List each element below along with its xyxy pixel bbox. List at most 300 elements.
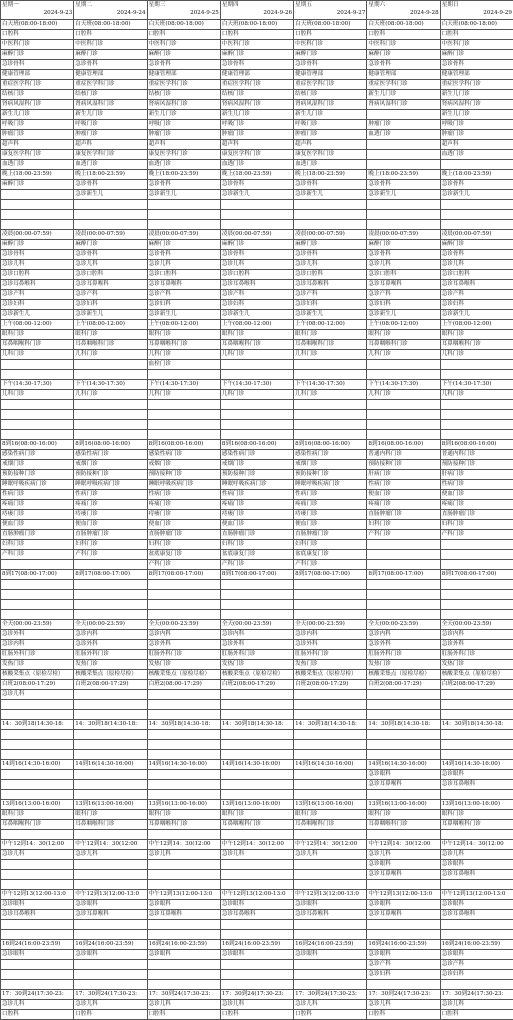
date-label: 2024-9-25 bbox=[149, 9, 219, 17]
schedule-cell: 结核门诊 bbox=[74, 90, 147, 100]
schedule-cell: 17：30到24(17:30-23: bbox=[147, 990, 220, 1000]
schedule-cell bbox=[440, 370, 513, 380]
schedule-cell: 肾病风湿科门诊 bbox=[294, 100, 367, 110]
schedule-cell: 8到17(08:00-17:00) bbox=[294, 570, 367, 580]
schedule-cell: 超声科 bbox=[74, 140, 147, 150]
schedule-cell bbox=[440, 560, 513, 570]
schedule-cell bbox=[367, 790, 440, 800]
schedule-cell bbox=[294, 980, 367, 990]
date-label: 2024-9-29 bbox=[442, 9, 512, 17]
schedule-cell bbox=[367, 590, 440, 600]
table-row bbox=[1, 420, 513, 430]
schedule-cell: 口腔科 bbox=[74, 1010, 147, 1020]
schedule-cell bbox=[367, 420, 440, 430]
schedule-cell: 疼痛门诊 bbox=[367, 500, 440, 510]
schedule-cell: 上午(08:00-12:00) bbox=[220, 320, 293, 330]
schedule-cell: 普通内科门诊 bbox=[367, 450, 440, 460]
schedule-cell bbox=[294, 200, 367, 210]
schedule-cell: 盆底康复门诊 bbox=[294, 550, 367, 560]
schedule-cell: 中医科门诊 bbox=[220, 40, 293, 50]
schedule-cell: 耳鼻咽喉科门诊 bbox=[147, 340, 220, 350]
schedule-cell: 急诊产科 bbox=[367, 960, 440, 970]
schedule-cell: 急诊儿科 bbox=[220, 260, 293, 270]
schedule-cell bbox=[440, 710, 513, 720]
schedule-cell: 便血门诊 bbox=[1, 520, 74, 530]
schedule-cell bbox=[294, 400, 367, 410]
schedule-cell bbox=[220, 970, 293, 980]
schedule-cell: 上午(08:00-12:00) bbox=[294, 320, 367, 330]
schedule-cell bbox=[74, 580, 147, 590]
schedule-cell: 新生儿门诊 bbox=[147, 110, 220, 120]
schedule-cell: 8到16(08:00-16:00) bbox=[74, 440, 147, 450]
schedule-cell: 肛肠外科门诊 bbox=[367, 650, 440, 660]
schedule-cell: 肿瘤门诊 bbox=[74, 130, 147, 140]
schedule-cell bbox=[367, 150, 440, 160]
schedule-cell: 感染性病门诊 bbox=[74, 450, 147, 460]
schedule-cell: 血透门诊 bbox=[1, 160, 74, 170]
schedule-cell bbox=[147, 370, 220, 380]
schedule-cell: 预防接种门诊 bbox=[74, 470, 147, 480]
schedule-cell: 耳鼻咽喉科门诊 bbox=[440, 340, 513, 350]
schedule-cell: 新生儿门诊 bbox=[440, 90, 513, 100]
schedule-cell: 疼痛门诊 bbox=[294, 500, 367, 510]
schedule-cell bbox=[440, 930, 513, 940]
schedule-cell: 眼科门诊 bbox=[220, 810, 293, 820]
schedule-cell bbox=[440, 420, 513, 430]
schedule-cell: 下午(14:30-17:30) bbox=[294, 380, 367, 390]
table-row bbox=[1, 730, 513, 740]
schedule-cell bbox=[1, 360, 74, 370]
schedule-cell: 疼痛门诊 bbox=[440, 500, 513, 510]
date-label: 2024-9-24 bbox=[75, 9, 145, 17]
schedule-cell: 全天(00:00-23:59) bbox=[367, 620, 440, 630]
schedule-cell bbox=[220, 880, 293, 890]
schedule-cell: 疼痛门诊 bbox=[74, 500, 147, 510]
schedule-cell: 凌晨(00:00-07:59) bbox=[294, 230, 367, 240]
schedule-cell: 急诊骨科 bbox=[147, 60, 220, 70]
schedule-cell: 急诊耳鼻喉科 bbox=[440, 780, 513, 790]
schedule-cell bbox=[367, 700, 440, 710]
schedule-cell: 8到16(08:00-16:00) bbox=[294, 440, 367, 450]
schedule-cell: 康复医学科门诊 bbox=[74, 150, 147, 160]
table-row bbox=[1, 360, 513, 370]
schedule-cell bbox=[220, 360, 293, 370]
schedule-cell: 白天班(08:00-18:00) bbox=[440, 20, 513, 30]
weekday-label: 星期一 bbox=[2, 1, 72, 9]
schedule-cell: 超声科 bbox=[440, 140, 513, 150]
day-header bbox=[147, 1, 220, 20]
schedule-cell bbox=[440, 210, 513, 220]
schedule-cell: 8到17(08:00-17:00) bbox=[220, 570, 293, 580]
table-row bbox=[1, 290, 513, 300]
schedule-cell: 普通内科门诊 bbox=[440, 450, 513, 460]
schedule-cell: 健康管理部 bbox=[147, 70, 220, 80]
schedule-cell bbox=[294, 960, 367, 970]
schedule-cell: 急诊耳鼻喉科 bbox=[367, 870, 440, 880]
schedule-cell: 急诊新生儿 bbox=[440, 310, 513, 320]
schedule-cell: 下午(14:30-17:30) bbox=[74, 380, 147, 390]
schedule-cell: 急诊耳鼻喉科 bbox=[440, 280, 513, 290]
table-row bbox=[1, 140, 513, 150]
schedule-cell: 上午(08:00-12:00) bbox=[440, 320, 513, 330]
schedule-cell bbox=[147, 700, 220, 710]
table-row bbox=[1, 680, 513, 690]
weekday-label: 星期四 bbox=[222, 1, 292, 9]
schedule-cell: 肾病风湿科门诊 bbox=[367, 100, 440, 110]
schedule-cell bbox=[74, 690, 147, 700]
schedule-cell bbox=[74, 430, 147, 440]
schedule-cell: 中午12到14：30(12:00 bbox=[220, 840, 293, 850]
schedule-cell: 13到16(13:00-16:00) bbox=[440, 800, 513, 810]
table-row bbox=[1, 410, 513, 420]
table-row bbox=[1, 480, 513, 490]
schedule-cell: 肾病风湿科门诊 bbox=[74, 100, 147, 110]
schedule-cell: 急诊内科 bbox=[440, 630, 513, 640]
schedule-cell: 眼科门诊 bbox=[147, 330, 220, 340]
schedule-cell: 急诊骨科 bbox=[440, 250, 513, 260]
schedule-cell: 急诊骨科 bbox=[440, 180, 513, 190]
schedule-cell: 急诊妇科 bbox=[367, 970, 440, 980]
schedule-cell: 口腔科 bbox=[294, 30, 367, 40]
schedule-cell: 8到16(08:00-16:00) bbox=[220, 440, 293, 450]
schedule-cell bbox=[367, 410, 440, 420]
schedule-cell: 口腔科 bbox=[440, 30, 513, 40]
schedule-cell: 性病门诊 bbox=[74, 490, 147, 500]
schedule-cell bbox=[147, 750, 220, 760]
schedule-cell: 急诊眼科 bbox=[294, 900, 367, 910]
table-row bbox=[1, 870, 513, 880]
schedule-cell: 重症医学科门诊 bbox=[147, 80, 220, 90]
schedule-cell: 性病门诊 bbox=[1, 490, 74, 500]
schedule-cell bbox=[1, 970, 74, 980]
schedule-cell: 下午(14:30-17:30) bbox=[1, 380, 74, 390]
schedule-cell: 眼科门诊 bbox=[74, 810, 147, 820]
table-row bbox=[1, 530, 513, 540]
schedule-cell: 麻醉门诊 bbox=[1, 180, 74, 190]
table-row bbox=[1, 430, 513, 440]
day-header bbox=[294, 1, 367, 20]
schedule-cell: 痔瘘门诊 bbox=[1, 510, 74, 520]
schedule-cell: 急诊产科 bbox=[440, 960, 513, 970]
schedule-cell: 17：30到24(17:30-23: bbox=[294, 990, 367, 1000]
schedule-cell: 急诊儿科 bbox=[294, 1000, 367, 1010]
schedule-cell bbox=[367, 550, 440, 560]
table-row bbox=[1, 580, 513, 590]
schedule-cell: 急诊眼科 bbox=[440, 770, 513, 780]
schedule-cell: 急诊骨科 bbox=[74, 60, 147, 70]
schedule-cell bbox=[294, 220, 367, 230]
schedule-cell: 上午(08:00-12:00) bbox=[367, 320, 440, 330]
schedule-cell: 肛肠外科门诊 bbox=[220, 650, 293, 660]
schedule-cell: 麻醉门诊 bbox=[220, 50, 293, 60]
weekday-label: 星期日 bbox=[442, 1, 512, 9]
schedule-cell bbox=[74, 830, 147, 840]
schedule-cell: 口腔科 bbox=[367, 1010, 440, 1020]
table-row bbox=[1, 750, 513, 760]
schedule-cell: 中医科门诊 bbox=[74, 40, 147, 50]
schedule-cell: 急诊儿科 bbox=[1, 850, 74, 860]
schedule-cell: 急诊妇科 bbox=[1, 300, 74, 310]
schedule-cell bbox=[74, 960, 147, 970]
schedule-cell: 急诊产科 bbox=[294, 290, 367, 300]
schedule-cell bbox=[220, 590, 293, 600]
schedule-cell: 急诊内科 bbox=[147, 630, 220, 640]
schedule-cell: 耳鼻咽喉科门诊 bbox=[440, 820, 513, 830]
schedule-cell: 便血门诊 bbox=[147, 520, 220, 530]
schedule-cell: 急诊眼科 bbox=[1, 900, 74, 910]
schedule-cell bbox=[440, 160, 513, 170]
schedule-cell bbox=[147, 690, 220, 700]
schedule-cell bbox=[220, 600, 293, 610]
table-row bbox=[1, 200, 513, 210]
table-row bbox=[1, 570, 513, 580]
schedule-cell bbox=[147, 880, 220, 890]
schedule-cell: 急诊妇科 bbox=[440, 970, 513, 980]
schedule-cell bbox=[367, 430, 440, 440]
schedule-cell: 急诊骨科 bbox=[147, 180, 220, 190]
schedule-cell: 急诊儿科 bbox=[367, 1000, 440, 1010]
schedule-cell: 妇科门诊 bbox=[1, 540, 74, 550]
schedule-cell: 中医科门诊 bbox=[147, 40, 220, 50]
schedule-cell: 结核门诊 bbox=[1, 90, 74, 100]
schedule-cell bbox=[220, 730, 293, 740]
schedule-cell bbox=[74, 770, 147, 780]
schedule-cell: 急诊骨科 bbox=[367, 60, 440, 70]
schedule-cell: 急诊眼科 bbox=[147, 950, 220, 960]
schedule-cell bbox=[147, 600, 220, 610]
schedule-cell: 肿瘤门诊 bbox=[440, 130, 513, 140]
schedule-cell bbox=[440, 690, 513, 700]
schedule-cell: 中午12到13(12:00-13:0 bbox=[220, 890, 293, 900]
schedule-cell: 眼科门诊 bbox=[367, 330, 440, 340]
weekday-label: 星期二 bbox=[75, 1, 145, 9]
table-row bbox=[1, 400, 513, 410]
table-row bbox=[1, 160, 513, 170]
schedule-cell: 新生儿门诊 bbox=[74, 110, 147, 120]
schedule-cell: 急诊内科 bbox=[294, 630, 367, 640]
schedule-cell: 14：30到18(14:30-18: bbox=[220, 720, 293, 730]
schedule-cell: 急诊耳鼻喉科 bbox=[440, 870, 513, 880]
table-row bbox=[1, 40, 513, 50]
schedule-cell bbox=[220, 220, 293, 230]
schedule-cell: 睡眠呼吸疾病门诊 bbox=[220, 480, 293, 490]
schedule-cell bbox=[74, 610, 147, 620]
schedule-cell: 预防接种门诊 bbox=[367, 460, 440, 470]
schedule-cell bbox=[147, 410, 220, 420]
schedule-cell: 重症医学科门诊 bbox=[1, 80, 74, 90]
table-row bbox=[1, 510, 513, 520]
schedule-cell: 急诊眼科 bbox=[220, 950, 293, 960]
table-row bbox=[1, 460, 513, 470]
schedule-cell: 急诊内科 bbox=[74, 630, 147, 640]
schedule-cell: 儿科门诊 bbox=[220, 390, 293, 400]
schedule-cell bbox=[147, 730, 220, 740]
schedule-cell bbox=[220, 370, 293, 380]
schedule-cell: 产科门诊 bbox=[367, 530, 440, 540]
schedule-cell bbox=[294, 930, 367, 940]
schedule-cell: 下午(14:30-17:30) bbox=[147, 380, 220, 390]
table-row bbox=[1, 790, 513, 800]
schedule-cell: 急诊新生儿 bbox=[74, 190, 147, 200]
table-row bbox=[1, 500, 513, 510]
schedule-cell: 急诊耳鼻喉科 bbox=[147, 910, 220, 920]
schedule-cell: 14：30到18(14:30-18: bbox=[440, 720, 513, 730]
schedule-cell: 健康管理部 bbox=[440, 70, 513, 80]
schedule-cell: 中医科门诊 bbox=[367, 40, 440, 50]
schedule-cell bbox=[367, 740, 440, 750]
schedule-cell bbox=[294, 770, 367, 780]
schedule-cell: 13到16(13:00-16:00) bbox=[367, 800, 440, 810]
schedule-cell bbox=[220, 980, 293, 990]
schedule-cell: 急诊耳鼻喉科 bbox=[440, 910, 513, 920]
schedule-cell: 口腔科 bbox=[74, 30, 147, 40]
schedule-cell: 产科门诊 bbox=[74, 550, 147, 560]
schedule-cell: 康复医学科门诊 bbox=[294, 150, 367, 160]
schedule-cell: 14：30到18(14:30-18: bbox=[74, 720, 147, 730]
schedule-cell: 肾病风湿科门诊 bbox=[220, 100, 293, 110]
schedule-cell: 白天班(08:00-18:00) bbox=[1, 20, 74, 30]
schedule-cell: 发热门诊 bbox=[440, 660, 513, 670]
schedule-cell bbox=[440, 980, 513, 990]
schedule-cell bbox=[220, 790, 293, 800]
schedule-cell: 口腔科 bbox=[294, 1010, 367, 1020]
schedule-cell: 16到24(16:00-23:59) bbox=[220, 940, 293, 950]
table-row bbox=[1, 440, 513, 450]
schedule-cell: 晚上(18:00-23:59) bbox=[147, 170, 220, 180]
schedule-cell: 肛肠外科门诊 bbox=[74, 650, 147, 660]
schedule-cell: 急诊口腔科 bbox=[220, 270, 293, 280]
schedule-cell bbox=[147, 430, 220, 440]
table-row bbox=[1, 110, 513, 120]
schedule-cell: 耳鼻咽喉科门诊 bbox=[1, 820, 74, 830]
schedule-cell: 直肠肿瘤门诊 bbox=[74, 530, 147, 540]
schedule-cell: 急诊耳鼻喉科 bbox=[220, 910, 293, 920]
schedule-cell bbox=[294, 580, 367, 590]
schedule-cell bbox=[220, 690, 293, 700]
schedule-cell bbox=[74, 870, 147, 880]
table-row bbox=[1, 770, 513, 780]
schedule-cell: 口腔科 bbox=[147, 30, 220, 40]
schedule-cell bbox=[1, 600, 74, 610]
schedule-cell: 白天班(08:00-18:00) bbox=[294, 20, 367, 30]
schedule-cell: 发热门诊 bbox=[74, 660, 147, 670]
schedule-cell: 新生儿门诊 bbox=[440, 110, 513, 120]
schedule-cell: 下午(14:30-17:30) bbox=[367, 380, 440, 390]
schedule-cell: 上午(08:00-12:00) bbox=[74, 320, 147, 330]
schedule-cell: 下午(14:30-17:30) bbox=[220, 380, 293, 390]
schedule-cell bbox=[367, 750, 440, 760]
schedule-cell: 肝病门诊 bbox=[367, 470, 440, 480]
schedule-cell: 急诊儿科 bbox=[440, 850, 513, 860]
schedule-cell bbox=[440, 430, 513, 440]
schedule-cell bbox=[367, 400, 440, 410]
schedule-cell bbox=[74, 200, 147, 210]
schedule-cell bbox=[294, 610, 367, 620]
schedule-cell: 急诊外科 bbox=[147, 640, 220, 650]
table-row bbox=[1, 80, 513, 90]
schedule-cell: 中午12到13(12:00-13:0 bbox=[440, 890, 513, 900]
schedule-cell bbox=[74, 920, 147, 930]
schedule-cell: 急诊口腔科 bbox=[74, 270, 147, 280]
table-row bbox=[1, 640, 513, 650]
schedule-cell: 眼科门诊 bbox=[147, 810, 220, 820]
schedule-cell: 急诊内科 bbox=[220, 630, 293, 640]
schedule-cell: 8到16(08:00-16:00) bbox=[440, 440, 513, 450]
schedule-cell: 康复医学科门诊 bbox=[220, 150, 293, 160]
weekday-label: 星期三 bbox=[149, 1, 219, 9]
schedule-cell bbox=[367, 980, 440, 990]
schedule-cell: 白班2(08:00-17:29) bbox=[367, 680, 440, 690]
schedule-cell bbox=[367, 370, 440, 380]
schedule-cell: 中午12到14：30(12:00 bbox=[440, 840, 513, 850]
table-row bbox=[1, 970, 513, 980]
schedule-cell: 性病门诊 bbox=[220, 490, 293, 500]
schedule-cell: 8到17(08:00-17:00) bbox=[367, 570, 440, 580]
schedule-cell bbox=[1, 960, 74, 970]
schedule-cell: 新生儿门诊 bbox=[367, 90, 440, 100]
table-row bbox=[1, 660, 513, 670]
schedule-cell: 儿科门诊 bbox=[440, 390, 513, 400]
table-row bbox=[1, 930, 513, 940]
schedule-cell: 妇科门诊 bbox=[147, 540, 220, 550]
schedule-cell: 急诊产科 bbox=[1, 290, 74, 300]
schedule-cell bbox=[147, 970, 220, 980]
schedule-cell: 痔瘘门诊 bbox=[74, 510, 147, 520]
schedule-cell bbox=[1, 430, 74, 440]
schedule-cell bbox=[1, 420, 74, 430]
schedule-cell: 发热门诊 bbox=[294, 660, 367, 670]
schedule-cell bbox=[367, 600, 440, 610]
schedule-cell: 感染性病门诊 bbox=[220, 450, 293, 460]
schedule-cell: 急诊骨科 bbox=[294, 60, 367, 70]
schedule-cell: 急诊外科 bbox=[440, 640, 513, 650]
schedule-cell bbox=[1, 190, 74, 200]
schedule-cell: 急诊骨科 bbox=[74, 250, 147, 260]
schedule-cell bbox=[367, 110, 440, 120]
schedule-cell bbox=[1, 770, 74, 780]
table-row bbox=[1, 60, 513, 70]
schedule-cell: 肿瘤门诊 bbox=[147, 130, 220, 140]
schedule-cell: 戒烟门诊 bbox=[294, 460, 367, 470]
table-row bbox=[1, 350, 513, 360]
schedule-cell: 17：30到24(17:30-23: bbox=[74, 990, 147, 1000]
schedule-cell bbox=[440, 610, 513, 620]
schedule-cell: 性病门诊 bbox=[440, 480, 513, 490]
schedule-cell: 急诊新生儿 bbox=[294, 310, 367, 320]
schedule-cell bbox=[440, 400, 513, 410]
schedule-cell bbox=[220, 700, 293, 710]
schedule-cell bbox=[1, 860, 74, 870]
schedule-cell bbox=[147, 980, 220, 990]
schedule-cell: 急诊耳鼻喉科 bbox=[74, 910, 147, 920]
schedule-cell: 眼科门诊 bbox=[1, 810, 74, 820]
table-row bbox=[1, 190, 513, 200]
schedule-cell: 凌晨(00:00-07:59) bbox=[440, 230, 513, 240]
schedule-cell: 产科门诊 bbox=[294, 560, 367, 570]
schedule-cell: 8到17(08:00-17:00) bbox=[74, 570, 147, 580]
table-row bbox=[1, 850, 513, 860]
schedule-cell bbox=[74, 750, 147, 760]
schedule-cell bbox=[367, 160, 440, 170]
schedule-cell bbox=[74, 370, 147, 380]
schedule-cell: 感染性病门诊 bbox=[294, 450, 367, 460]
day-header bbox=[367, 1, 440, 20]
schedule-cell: 血透门诊 bbox=[367, 130, 440, 140]
schedule-cell: 急诊骨科 bbox=[147, 250, 220, 260]
schedule-cell: 儿科门诊 bbox=[294, 390, 367, 400]
schedule-cell: 急诊外科 bbox=[294, 640, 367, 650]
table-row bbox=[1, 860, 513, 870]
